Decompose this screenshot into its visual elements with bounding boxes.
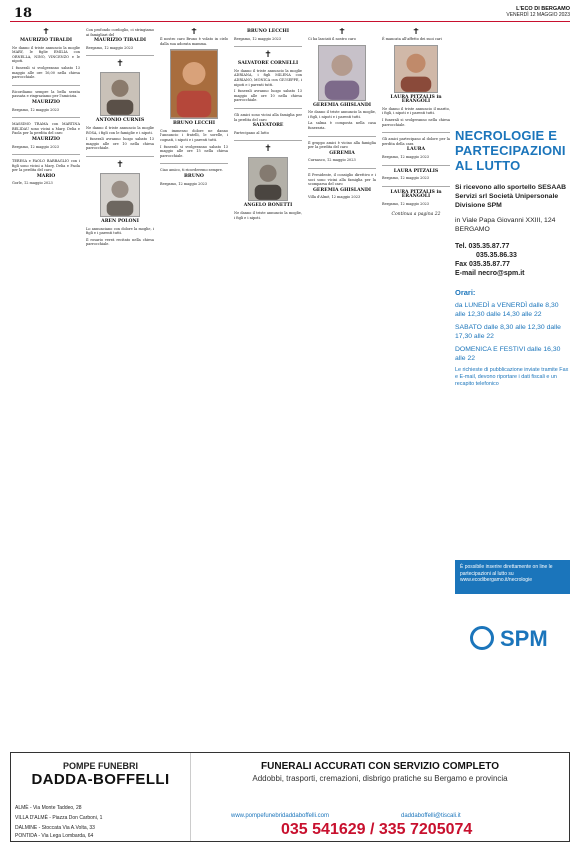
ad-subline: Addobbi, trasporti, cremazioni, disbrigo pratiche su Bergamo e provincia — [252, 774, 508, 783]
cross-icon: ✝ — [116, 159, 124, 170]
obituary-column-6 — [382, 28, 450, 748]
ad-brand: DADDA-BOFFELLI — [31, 771, 170, 788]
obituary-name: MARIO — [36, 173, 56, 179]
panel-contacts: Tel. 035.35.87.77 035.35.86.33 Fax 035.35.87.77 E-mail necro@spm.it — [455, 243, 525, 277]
tel-1[interactable]: 035.35.87.77 — [468, 243, 510, 250]
submission-note: Le richieste di pubblicazione inviate tramite Fax e E-mail, devono riportare i dati fiscali e un recapito telefonico — [455, 367, 569, 387]
obituary-name: LAURA PITZALIS in ERANGOLI — [390, 94, 442, 105]
obituary-notice: LAURA PITZALIS Bergamo, 12 maggio 2023 — [382, 170, 450, 181]
ad-details — [191, 753, 569, 841]
obituary-name: GEREMIA GHISLANDI — [313, 102, 371, 108]
obituary-notice: ✝ MAURIZIO TIBALDI Ne danno il triste annuncio la moglie MARY, le figlie EMILIA con ORNELLA, NINO, VINCENZO e le nipoti. I funerali si svolgeranno sabato 13 maggio alle ore 16,00 nella chiesa parrocchiale. — [12, 28, 80, 80]
obituary-column-3 — [160, 28, 228, 748]
obituary-name: BRUNO LECCHI — [172, 121, 216, 127]
ad-brand-block — [11, 753, 191, 841]
ad-phones[interactable]: 035 541629 / 335 7205074 — [281, 821, 473, 838]
obituary-name: GEREMIA — [329, 150, 355, 156]
deceased-photo — [170, 49, 218, 119]
obituary-name: MAURIZIO TIBALDI — [19, 38, 73, 43]
obituary-notice: Il Presidente, il consiglio direttivo e i soci sono vicini alla famiglia per la scomparsa del caro GEREMIA GHISLANDI Villa d'Almè, 12 maggio 2023 — [308, 172, 376, 200]
obituary-notice: ✝ Ci ha lasciati il nostro caro GEREMIA GHISLANDI Ne danno il triste annuncio la moglie, i figli, i nipoti e i parenti tutti. La salma è composta nella casa funeraria. — [308, 28, 376, 130]
deceased-photo — [248, 157, 288, 201]
obituary-name: MAURIZIO — [31, 136, 61, 142]
obituary-name: SALVATORE — [252, 123, 284, 129]
necrologie-info-panel — [455, 128, 570, 553]
obituary-name: GEREMIA GHISLANDI — [313, 187, 371, 193]
fax-number[interactable]: 035.35.87.77 — [469, 261, 510, 268]
page-number: 18 — [14, 6, 33, 21]
obituary-name: LAURA PITZALIS — [393, 168, 439, 174]
cross-icon: ✝ — [264, 50, 272, 61]
obituary-name: LAURA PITZALIS in ERANGOLI — [390, 189, 442, 200]
obituary-notice: MASSIMO TRAMA con MARTINA BELIDAU sono vicini a Mary, Delia e Paola per la perdita del caro MAURIZIO Bergamo, 12 maggio 2023 — [12, 122, 80, 149]
email-link[interactable]: necro@spm.it — [477, 270, 525, 277]
ad-title: POMPE FUNEBRI — [62, 761, 138, 771]
cross-icon: ✝ — [190, 28, 198, 37]
opening-hours — [455, 288, 570, 363]
cross-icon: ✝ — [338, 28, 346, 37]
obituary-notice: Con profondo cordoglio, ci stringiamo ai famigliari del MAURIZIO TIBALDI Bergamo, 12 maggio 2023 — [86, 28, 154, 50]
orari-sunday: DOMENICA E FESTIVI dalle 16,30 alle 22 — [455, 346, 561, 362]
obituary-name: BRUNO LECCHI — [246, 29, 290, 34]
panel-address: in Viale Papa Giovanni XXIII, 124 BERGAMO — [455, 217, 556, 233]
publication-info — [506, 6, 570, 18]
deceased-photo — [318, 45, 366, 101]
tel-2[interactable]: 035.35.86.33 — [476, 252, 517, 259]
orari-saturday: SABATO dalle 8,30 alle 12,30 dalle 17,30 alle 22 — [455, 324, 561, 340]
ad-email[interactable]: daddaboffelli@tiscali.it — [401, 813, 461, 819]
page-header — [10, 6, 570, 22]
obituary-name: MAURIZIO — [31, 99, 61, 105]
panel-title: NECROLOGIE E PARTECIPAZIONI AL LUTTO — [455, 128, 566, 173]
obituary-name: LAURA — [406, 147, 426, 153]
publication-date: VENERDÌ 12 MAGGIO 2023 — [506, 12, 570, 18]
online-notice[interactable]: È possibile inserire direttamente on line le partecipazioni al lutto su www.ecodibergamo.it/necrologie — [455, 560, 570, 594]
obituary-name: BRUNO — [184, 173, 204, 179]
obituary-notice: ✝ Il nostro caro Bruno è volato in cielo dalla sua adorata mamma. BRUNO LECCHI Con immenso dolore ne danno l'annuncio i fratelli, le sorelle, i cognati, i nipoti e i parenti tutti. I funerali si svolgeranno sabato 13 maggio alle ore 15 nella chiesa parrocchiale. — [160, 28, 228, 158]
obituary-name: ANTONIO CURNIS — [95, 118, 145, 124]
deceased-photo — [100, 72, 140, 116]
obituary-notice: LAURA PITZALIS in ERANGOLI Bergamo, 12 maggio 2023 — [382, 191, 450, 207]
obituary-notice: ✝ È mancata all'affetto dei suoi cari LAURA PITZALIS in ERANGOLI Ne danno il triste annuncio il marito, i figli, i nipoti e i parenti tutti. I funerali si svolgeranno nella chiesa parrocchiale. — [382, 28, 450, 127]
deceased-photo — [394, 45, 438, 93]
orari-weekday: da LUNEDÌ a VENERDÌ dalle 8,30 alle 12,30 dalle 14,30 alle 22 — [455, 302, 559, 318]
obituary-name: AREN POLONI — [101, 218, 139, 224]
obituary-column-2 — [86, 28, 154, 748]
cross-icon: ✝ — [264, 144, 272, 155]
cross-icon: ✝ — [42, 28, 50, 37]
obituary-notice: Ciao amico, ti ricorderemo sempre. BRUNO Bergamo, 12 maggio 2023 — [160, 168, 228, 186]
ad-website[interactable]: www.pompefunebridaddaboffelli.com — [231, 813, 329, 819]
funeral-services-ad — [10, 752, 570, 842]
continues-note: Continua a pagina 22 — [391, 211, 441, 217]
ad-address-4: PONTIDA - Via Lega Lombarda, 64 — [15, 833, 94, 839]
panel-intro: Si ricevono allo sportello SESAAB Servizi srl Società Unipersonale Divisione SPM — [455, 184, 567, 209]
spm-logo-icon — [470, 626, 494, 650]
obituary-notice: BRUNO LECCHI Bergamo, 12 maggio 2023 — [234, 30, 302, 41]
ad-address-1: ALMÈ - Via Monte Taddeo, 28 — [15, 805, 82, 811]
obituary-notice: TERESA e PAOLO BARBAGLIO con i figli sono vicini a Mary, Delia e Paola per la perdita del caro MARIO Gorle, 12 maggio 2023 — [12, 159, 80, 186]
obituary-column-1 — [12, 28, 80, 748]
ad-headline: FUNERALI ACCURATI CON SERVIZIO COMPLETO — [261, 761, 499, 772]
obituary-notice: ✝ ANGELO BONETTI Ne danno il triste annuncio la moglie, i figli e i nipoti. — [234, 144, 302, 220]
obituary-notice: Ricordiamo sempre la bella serata passata e ringraziamo per l'amicizia. MAURIZIO Bergamo, 12 maggio 2023 — [12, 89, 80, 112]
obituary-notice: ✝ ANTONIO CURNIS Ne danno il triste annuncio la moglie ROSA, i figli con le famiglie e i nipoti. I funerali avranno luogo sabato 13 maggio alle ore 10 nella chiesa parrocchiale. — [86, 59, 154, 151]
obituary-name: SALVATORE CORNELLI — [237, 61, 299, 67]
obituary-name: MAURIZIO TIBALDI — [93, 38, 147, 44]
deceased-photo — [100, 173, 140, 217]
obituary-notice: ✝ AREN POLONI Lo annunciano con dolore la moglie, i figli e i parenti tutti. Il rosario verrà recitato nella chiesa parrocchiale. — [86, 159, 154, 247]
obituary-notice: Il gruppo amici è vicino alla famiglia per la perdita del caro GEREMIA Curnasco, 12 maggio 2023 — [308, 140, 376, 163]
obituary-column-4 — [234, 28, 302, 748]
obituary-name: ANGELO BONETTI — [243, 203, 293, 209]
cross-icon: ✝ — [412, 28, 420, 37]
spm-logo: SPM — [470, 620, 555, 660]
ad-address-2: VILLA D'ALMÈ - Piazza Don Carboni, 1 — [15, 815, 103, 821]
obituary-notice: Gli amici partecipano al dolore per la perdita della cara LAURA Bergamo, 12 maggio 2023 — [382, 137, 450, 159]
obituary-column-5 — [308, 28, 376, 748]
cross-icon: ✝ — [116, 59, 124, 70]
orari-label: Orari: — [455, 288, 476, 297]
ad-address-3: DALMINE - Stoccata Via A.Volta, 33 — [15, 825, 95, 831]
obituary-notice: ✝ SALVATORE CORNELLI Ne danno il triste annuncio la moglie ADRIANA, i figli MILENA con ADRIANO, MONICA con GIUSEPPE, i nipoti e i parenti tutti. I funerali avranno luogo sabato 13 maggio alle ore 10 nella chiesa parrocchiale. — [234, 50, 302, 103]
publication-name: L'ECO DI BERGAMO — [516, 6, 570, 12]
obituary-notice: Gli amici sono vicini alla famiglia per la perdita del caro SALVATORE Partecipano al lutto — [234, 112, 302, 135]
